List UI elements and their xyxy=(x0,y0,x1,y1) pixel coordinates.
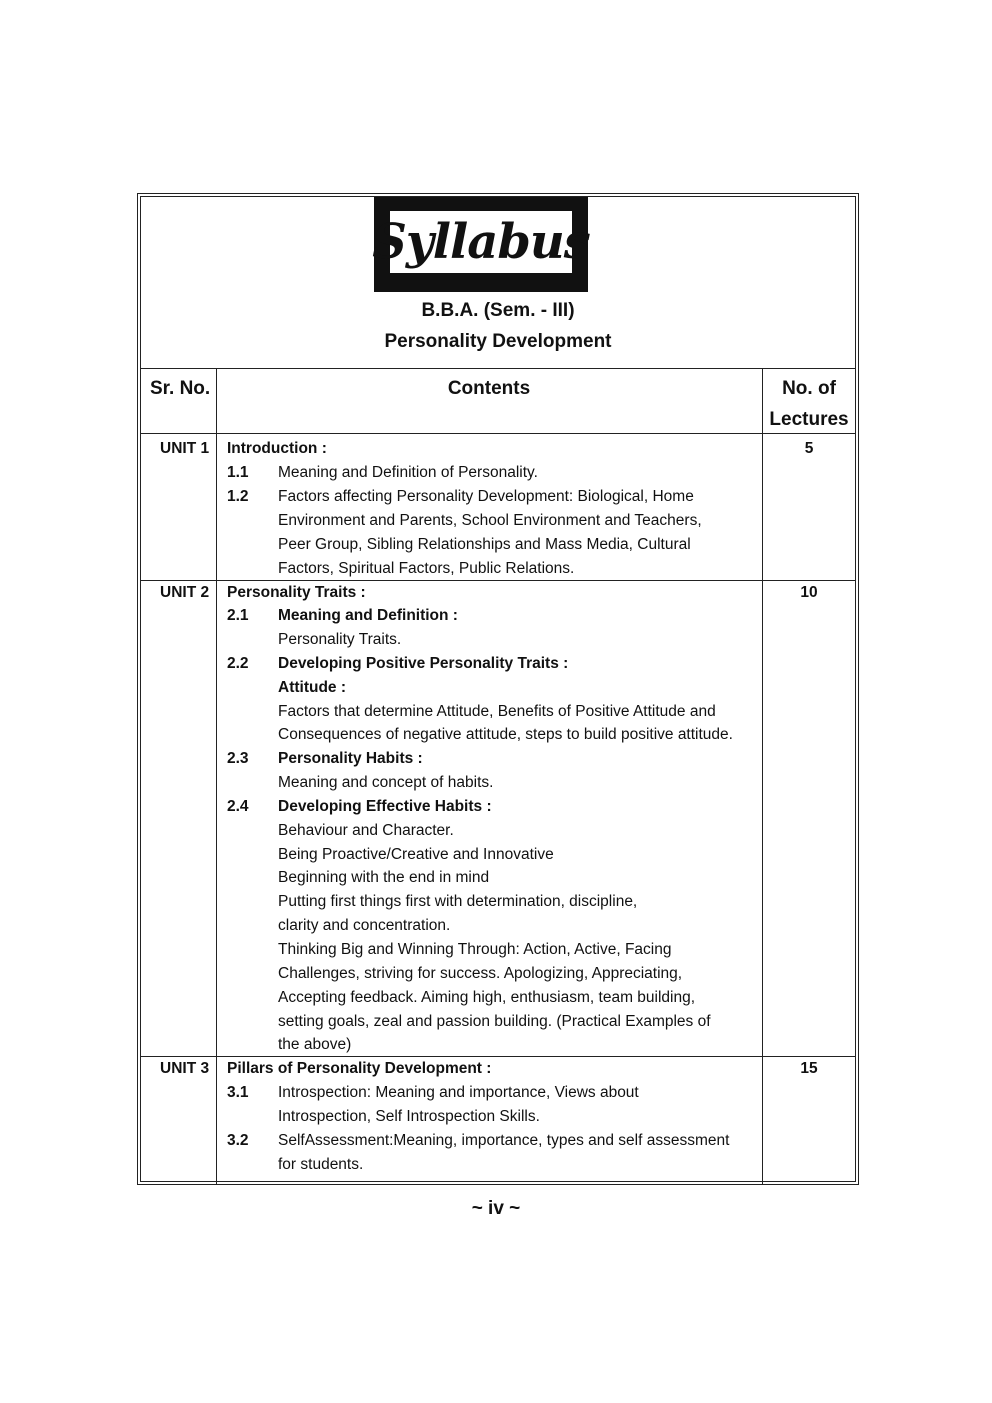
column-divider xyxy=(216,369,217,1184)
item-text: Challenges, striving for success. Apologizing, Appreciating, xyxy=(278,965,683,982)
item-number: 2.3 xyxy=(227,750,249,767)
item-text: Environment and Parents, School Environment and Teachers, xyxy=(278,512,702,529)
unit-lectures: 10 xyxy=(800,584,818,601)
item-number: 2.1 xyxy=(227,607,249,624)
item-text: Introspection, Self Introspection Skills. xyxy=(278,1108,540,1125)
column-divider xyxy=(762,369,763,1184)
item-text: Peer Group, Sibling Relationships and Mass Media, Cultural xyxy=(278,536,691,553)
item-text: clarity and concentration. xyxy=(278,917,451,934)
item-text: for students. xyxy=(278,1156,364,1173)
item-text: Factors affecting Personality Development: Biological, Home xyxy=(278,488,694,505)
unit-title: Personality Traits : xyxy=(227,584,366,601)
unit-title: Introduction : xyxy=(227,440,327,457)
syllabus-logo xyxy=(374,197,588,292)
unit-label: UNIT 2 xyxy=(160,584,210,601)
item-text: SelfAssessment:Meaning, importance, types and self assessment xyxy=(278,1132,730,1149)
item-text: Putting first things first with determination, discipline, xyxy=(278,893,638,910)
item-number: 2.4 xyxy=(227,798,249,815)
item-text: Personality Traits. xyxy=(278,631,402,648)
table-top-border xyxy=(140,368,856,369)
item-text: Meaning and Definition : xyxy=(278,607,458,624)
item-text: Attitude : xyxy=(278,679,347,696)
item-number: 1.1 xyxy=(227,464,249,481)
item-text: Accepting feedback. Aiming high, enthusiasm, team building, xyxy=(278,989,696,1006)
col-header-lectures-1: No. of xyxy=(782,378,836,399)
program-title: B.B.A. (Sem. - III) xyxy=(421,300,575,321)
unit-divider xyxy=(140,580,856,581)
item-text: Being Proactive/Creative and Innovative xyxy=(278,846,554,863)
item-number: 3.2 xyxy=(227,1132,249,1149)
header-bottom-border xyxy=(140,433,856,434)
unit-label: UNIT 1 xyxy=(160,440,210,457)
item-text: the above) xyxy=(278,1036,352,1053)
subject-title: Personality Development xyxy=(384,331,612,352)
unit-title: Pillars of Personality Development : xyxy=(227,1060,492,1077)
col-header-lectures-2: Lectures xyxy=(769,409,849,430)
item-number: 1.2 xyxy=(227,488,249,505)
item-text: Meaning and Definition of Personality. xyxy=(278,464,538,481)
item-text: Personality Habits : xyxy=(278,750,423,767)
item-text: setting goals, zeal and passion building. (Practical Examples of xyxy=(278,1013,711,1030)
unit-divider xyxy=(140,1056,856,1057)
syllabus-logo-text: Syllabus xyxy=(372,214,590,270)
item-text: Developing Effective Habits : xyxy=(278,798,492,815)
unit-lectures: 15 xyxy=(800,1060,818,1077)
unit-lectures: 5 xyxy=(804,440,814,457)
item-number: 3.1 xyxy=(227,1084,249,1101)
item-text: Meaning and concept of habits. xyxy=(278,774,494,791)
item-text: Consequences of negative attitude, steps to build positive attitude. xyxy=(278,726,733,743)
item-number: 2.2 xyxy=(227,655,249,672)
item-text: Factors that determine Attitude, Benefits of Positive Attitude and xyxy=(278,703,716,720)
item-text: Introspection: Meaning and importance, Views about xyxy=(278,1084,639,1101)
unit-label: UNIT 3 xyxy=(160,1060,210,1077)
item-text: Factors, Spiritual Factors, Public Relations. xyxy=(278,560,575,577)
item-text: Developing Positive Personality Traits : xyxy=(278,655,569,672)
item-text: Beginning with the end in mind xyxy=(278,869,490,886)
col-header-sr-no: Sr. No. xyxy=(150,378,211,399)
item-text: Thinking Big and Winning Through: Action, Active, Facing xyxy=(278,941,672,958)
page-number: ~ iv ~ xyxy=(471,1198,521,1219)
col-header-contents: Contents xyxy=(447,378,531,399)
item-text: Behaviour and Character. xyxy=(278,822,454,839)
